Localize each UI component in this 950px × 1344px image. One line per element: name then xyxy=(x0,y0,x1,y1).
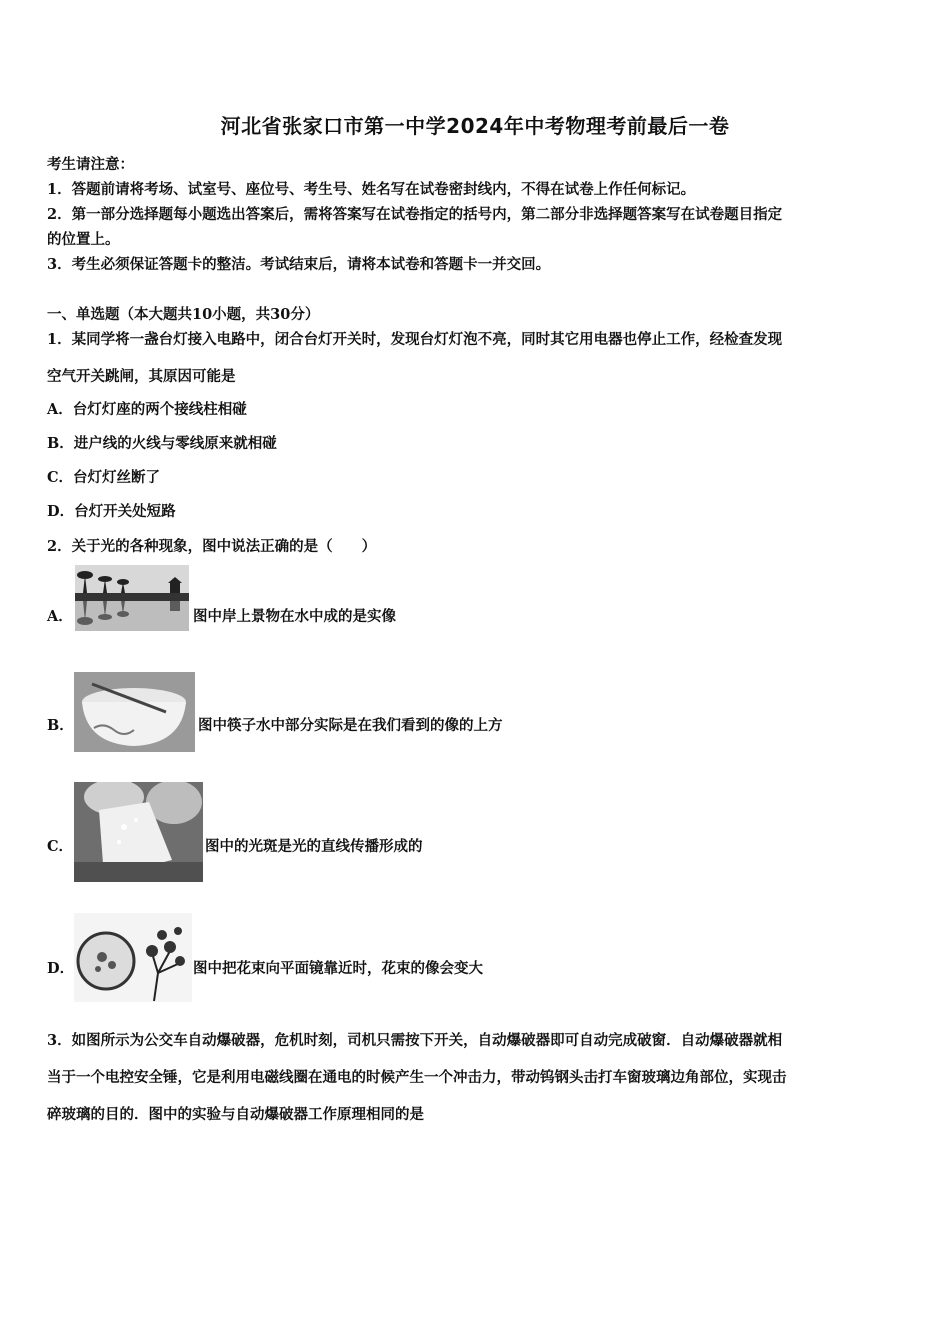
q1-option-c: C．台灯灯丝断了 xyxy=(47,469,161,486)
chopstick-bowl-photo xyxy=(74,672,195,752)
q2-option-c-text: 图中的光斑是光的直线传播形成的 xyxy=(205,838,423,855)
reflection-photo xyxy=(75,565,189,631)
q1-option-b: B．进户线的火线与零线原来就相碰 xyxy=(47,435,277,452)
notice-heading: 考生请注意： xyxy=(47,156,134,173)
q2-option-b-label: B． xyxy=(47,717,74,734)
q3-stem: 碎玻璃的目的．图中的实验与自动爆破器工作原理相同的是 xyxy=(47,1106,424,1123)
q2-option-d-label: D． xyxy=(47,960,75,977)
q2-option-b-text: 图中筷子水中部分实际是在我们看到的像的上方 xyxy=(198,717,503,734)
q1-stem: 1．某同学将一盏台灯接入电路中，闭合台灯开关时，发现台灯灯泡不亮，同时其它用电器也停止工作，经检查发现 xyxy=(47,331,783,348)
q3-stem: 当于一个电控安全锤，它是利用电磁线圈在通电的时候产生一个冲击力，带动钨钢头击打车窗玻璃边角部位，实现击 xyxy=(47,1069,787,1086)
q2-stem: 2．关于光的各种现象，图中说法正确的是（ ） xyxy=(47,538,377,555)
mirror-flower-photo xyxy=(74,913,192,1002)
q1-option-d: D．台灯开关处短路 xyxy=(47,503,176,520)
notice-item: 2．第一部分选择题每小题选出答案后，需将答案写在试卷指定的括号内，第二部分非选择题答案写在试卷题目指定 xyxy=(47,206,783,223)
notice-item: 3．考生必须保证答题卡的整洁。考试结束后，请将本试卷和答题卡一并交回。 xyxy=(47,256,551,273)
q3-stem: 3．如图所示为公交车自动爆破器，危机时刻，司机只需按下开关，自动爆破器即可自动完成破窗．自动爆破器就相 xyxy=(47,1032,783,1049)
notice-item: 1．答题前请将考场、试室号、座位号、考生号、姓名写在试卷密封线内，不得在试卷上作任何标记。 xyxy=(47,181,696,198)
q2-option-a-text: 图中岸上景物在水中成的是实像 xyxy=(193,608,396,625)
q1-option-a: A．台灯灯座的两个接线柱相碰 xyxy=(47,401,247,418)
page-title: 河北省张家口市第一中学2024年中考物理考前最后一卷 xyxy=(220,114,730,138)
section-heading: 一、单选题（本大题共10小题，共30分） xyxy=(47,306,320,323)
light-spot-photo xyxy=(74,782,203,882)
q1-stem: 空气开关跳闸，其原因可能是 xyxy=(47,368,236,385)
q2-option-c-label: C． xyxy=(47,838,74,855)
q2-option-a-label: A． xyxy=(47,608,73,625)
notice-item: 的位置上。 xyxy=(47,231,120,248)
q2-option-d-text: 图中把花束向平面镜靠近时，花束的像会变大 xyxy=(193,960,483,977)
